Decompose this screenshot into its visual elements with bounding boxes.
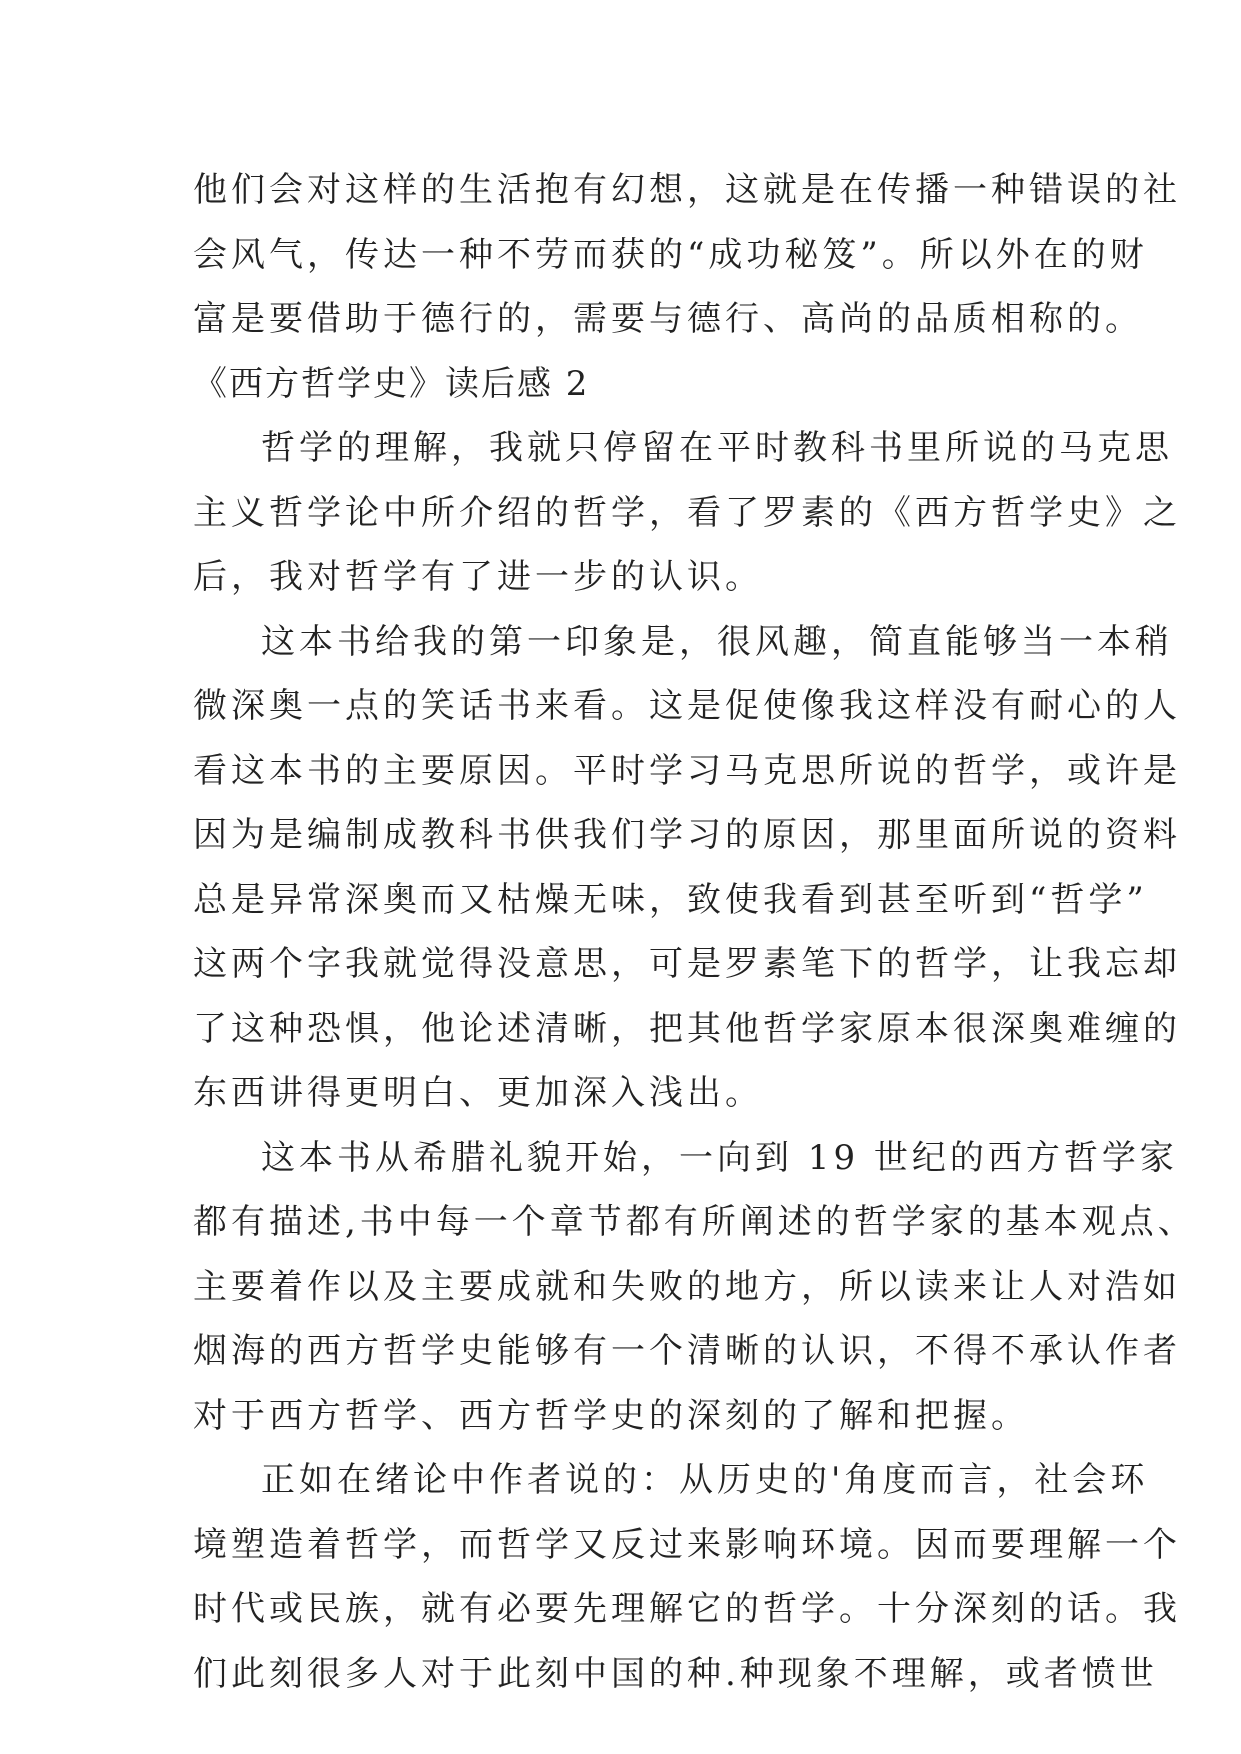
text-line: 了这种恐惧，他论述清晰，把其他哲学家原本很深奥难缠的 <box>193 1008 1181 1049</box>
text-line: 会风气，传达一种不劳而获的“成功秘笈”。所以外在的财 <box>193 234 1148 275</box>
text-line: 看这本书的主要原因。平时学习马克思所说的哲学，或许是 <box>193 750 1181 791</box>
text-line: 对于西方哲学、西方哲学史的深刻的了解和把握。 <box>193 1395 1029 1436</box>
text-line: 主要着作以及主要成就和失败的地方，所以读来让人对浩如 <box>193 1266 1181 1307</box>
text-line: 们此刻很多人对于此刻中国的种.种现象不理解，或者愤世 <box>193 1653 1158 1694</box>
text-line: 总是异常深奥而又枯燥无味，致使我看到甚至听到“哲学” <box>193 879 1148 920</box>
paragraph-3 <box>193 1126 1196 1449</box>
text-line: 时代或民族，就有必要先理解它的哲学。十分深刻的话。我 <box>193 1589 1181 1629</box>
paragraph-2 <box>193 610 1181 1126</box>
section-title: 《西方哲学史》读后感 2 <box>193 363 590 404</box>
text-line: 因为是编制成教科书供我们学习的原因，那里面所说的资料 <box>193 815 1181 855</box>
text-line: 这本书给我的第一印象是，很风趣，简直能够当一本稍 <box>261 621 1173 662</box>
text-line: 后，我对哲学有了进一步的认识。 <box>193 557 763 597</box>
text-line: 哲学的理解，我就只停留在平时教科书里所说的马克思 <box>261 428 1173 468</box>
text-line: 正如在绪论中作者说的：从历史的'角度而言，社会环 <box>261 1460 1149 1500</box>
intro-paragraph <box>193 158 1181 352</box>
text-line: 都有描述,书中每一个章节都有所阐述的哲学家的基本观点、 <box>193 1202 1196 1242</box>
text-line: 东西讲得更明白、更加深入浅出。 <box>193 1073 763 1113</box>
text-line: 烟海的西方哲学史能够有一个清晰的认识，不得不承认作者 <box>193 1331 1181 1371</box>
text-line: 境塑造着哲学，而哲学又反过来影响环境。因而要理解一个 <box>193 1524 1181 1565</box>
text-line: 他们会对这样的生活抱有幻想，这就是在传播一种错误的社 <box>193 170 1181 210</box>
text-line: 主义哲学论中所介绍的哲学，看了罗素的《西方哲学史》之 <box>193 492 1181 533</box>
text-line: 这本书从希腊礼貌开始，一向到 19 世纪的西方哲学家 <box>261 1137 1178 1178</box>
document-body <box>193 158 1196 1706</box>
paragraph-4 <box>193 1448 1181 1706</box>
text-line: 微深奥一点的笑话书来看。这是促使像我这样没有耐心的人 <box>193 686 1181 726</box>
text-line: 富是要借助于德行的，需要与德行、高尚的品质相称的。 <box>193 299 1143 339</box>
paragraph-1 <box>193 416 1181 610</box>
text-line: 这两个字我就觉得没意思，可是罗素笔下的哲学，让我忘却 <box>193 944 1181 984</box>
